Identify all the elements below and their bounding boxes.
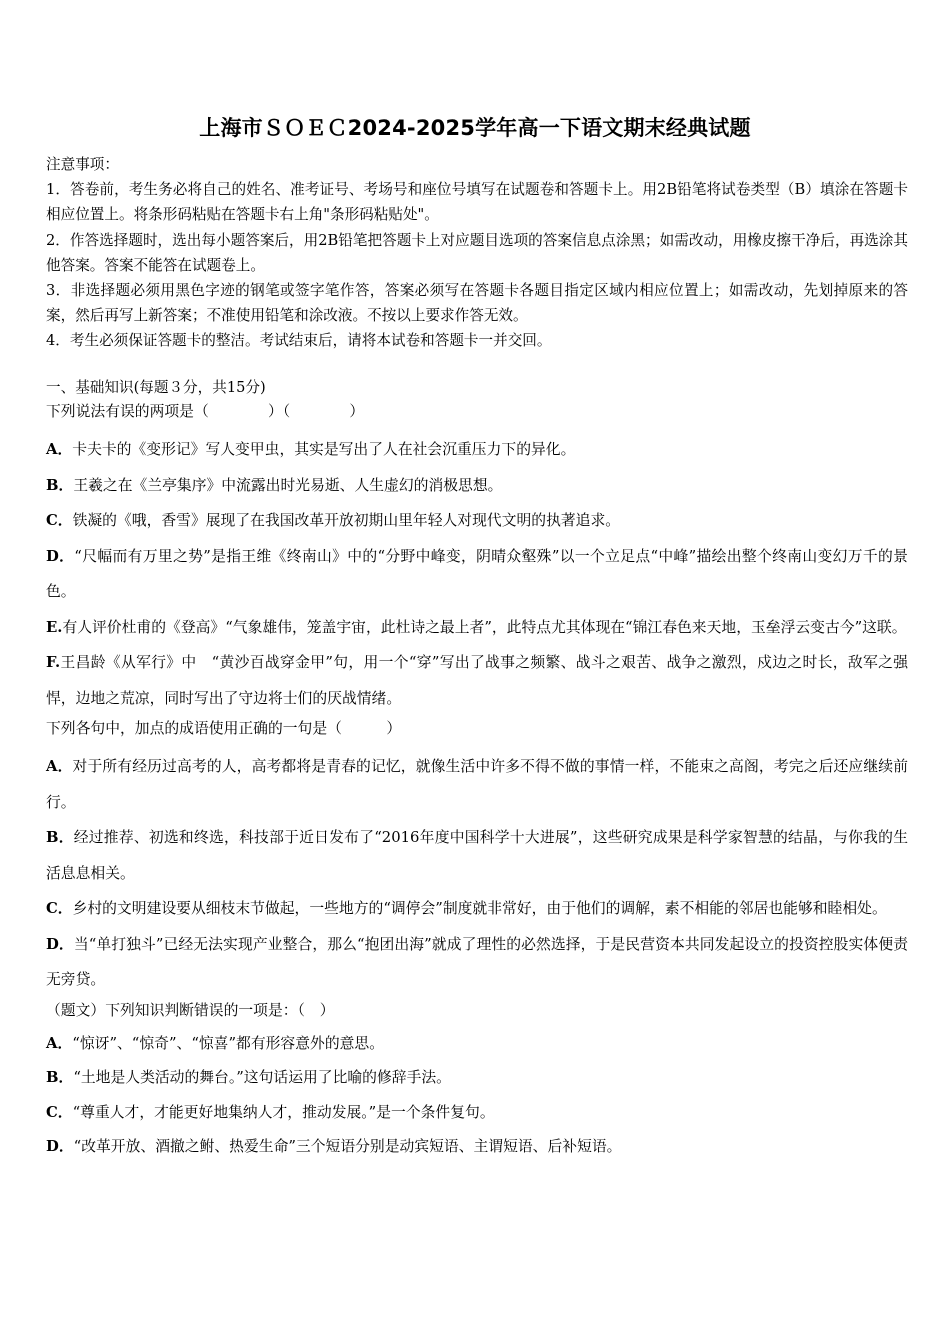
option-item bbox=[46, 503, 908, 539]
option-text: 有人评价杜甫的《登高》“气象雄伟，笼盖宇宙，此杜诗之最上者”，此特点尤其体现在“锦江春色来天地，玉垒浮云变古今”这联。 bbox=[62, 618, 907, 636]
option-text: “尺幅而有万里之势”是指王维《终南山》中的“分野中峰变，阴晴众壑殊”以一个立足点“中峰”描绘出整个终南山变幻万千的景色。 bbox=[46, 547, 908, 600]
option-item bbox=[46, 645, 908, 716]
notice-section bbox=[46, 152, 908, 354]
questions-section bbox=[46, 399, 908, 1169]
notice-item: 4．考生必须保证答题卡的整洁。考试结束后，请将本试卷和答题卡一并交回。 bbox=[46, 332, 552, 350]
option-text: 乡村的文明建设要从细枝末节做起，一些地方的“调停会”制度就非常好，由于他们的调解，素不相能的邻居也能够和睦相处。 bbox=[72, 900, 887, 917]
notice-item: 1．答卷前，考生务必将自己的姓名、准考证号、考场号和座位号填写在试题卷和答题卡上。用2B铅笔将试卷类型（B）填涂在答题卡相应位置上。将条形码粘贴在答题卡右上角"条形码粘贴处"。 bbox=[46, 181, 908, 224]
page-title: 上海市ＳＯＥＣ2024-2025学年高一下语文期末经典试题 bbox=[199, 116, 751, 140]
option-label: B． bbox=[46, 1069, 74, 1086]
question-stem: 下列说法有误的两项是（ ）（ ） bbox=[46, 403, 365, 420]
notice-item: 2．作答选择题时，选出每小题答案后，用2B铅笔把答题卡上对应题目选项的答案信息点涂黑；如需改动，用橡皮擦干净后，再选涂其他答案。答案不能答在试题卷上。 bbox=[46, 231, 908, 274]
option-item bbox=[46, 1100, 908, 1126]
option-label: D． bbox=[46, 935, 74, 953]
option-text: 卡夫卡的《变形记》写人变甲虫，其实是写出了人在社会沉重压力下的异化。 bbox=[72, 441, 576, 458]
notice-item: 3．非选择题必须用黑色字迹的钢笔或签字笔作答，答案必须写在答题卡各题目指定区域内相应位置上；如需改动，先划掉原来的答案，然后再写上新答案；不准使用铅笔和涂改液。不按以上要求作答无效。 bbox=[46, 282, 908, 325]
option-label: D． bbox=[46, 1138, 74, 1155]
section-heading: 一、基础知识(每题３分，共15分) bbox=[46, 379, 266, 396]
option-label: B． bbox=[46, 476, 74, 494]
option-label: A． bbox=[46, 441, 73, 458]
option-item bbox=[46, 539, 908, 610]
option-text: 对于所有经历过高考的人，高考都将是青春的记忆，就像生活中许多不得不做的事情一样，不能束之高阁，考完之后还应继续前行。 bbox=[46, 758, 908, 811]
option-item bbox=[46, 468, 908, 504]
option-text: 铁凝的《哦，香雪》展现了在我国改革开放初期山里年轻人对现代文明的执著追求。 bbox=[72, 512, 621, 529]
option-label: A． bbox=[46, 1034, 73, 1052]
option-label: A． bbox=[46, 758, 73, 775]
option-item bbox=[46, 610, 908, 646]
option-item bbox=[46, 820, 908, 891]
option-label: D． bbox=[46, 547, 75, 565]
notice-heading: 注意事项： bbox=[46, 156, 119, 173]
option-label: F. bbox=[46, 654, 61, 671]
option-label: C． bbox=[46, 512, 73, 529]
option-text: “惊讶”、“惊奇”、“惊喜”都有形容意外的意思。 bbox=[72, 1034, 385, 1052]
option-label: C． bbox=[46, 1103, 73, 1121]
option-item bbox=[46, 432, 908, 468]
question-stem: （题文）下列知识判断错误的一项是：（ ） bbox=[46, 1001, 335, 1019]
option-item bbox=[46, 749, 908, 820]
option-text: “尊重人才，才能更好地集纳人才，推动发展。”是一个条件复句。 bbox=[72, 1103, 495, 1121]
option-label: E. bbox=[46, 618, 63, 636]
option-item bbox=[46, 1065, 908, 1091]
option-text: 王羲之在《兰亭集序》中流露出时光易逝、人生虚幻的消极思想。 bbox=[73, 476, 503, 494]
option-item bbox=[46, 927, 908, 998]
option-text: 经过推荐、初选和终选，科技部于近日发布了“2016年度中国科学十大进展”，这些研究成果是科学家智慧的结晶，与你我的生活息息相关。 bbox=[46, 829, 908, 882]
option-text: “土地是人类活动的舞台。”这句话运用了比喻的修辞手法。 bbox=[73, 1069, 451, 1086]
option-text: “改革开放、酒撤之鲋、热爱生命”三个短语分别是动宾短语、主谓短语、后补短语。 bbox=[73, 1138, 622, 1155]
option-text: 王昌龄《从军行》中 “黄沙百战穿金甲”句，用一个“穿”写出了战事之频繁、战斗之艰苦、战争之激烈，戍边之时长，敌军之强悍，边地之荒凉，同时写出了守边将士们的厌战情绪。 bbox=[46, 654, 908, 707]
option-item bbox=[46, 1134, 908, 1160]
option-label: C． bbox=[46, 900, 73, 917]
option-label: B． bbox=[46, 829, 74, 846]
option-item bbox=[46, 1031, 908, 1057]
option-item bbox=[46, 891, 908, 927]
question-stem: 下列各句中，加点的成语使用正确的一句是（ ） bbox=[46, 720, 402, 737]
option-text: 当“单打独斗”已经无法实现产业整合，那么“抱团出海”就成了理性的必然选择，于是民营资本共同发起设立的投资控股实体便责无旁贷。 bbox=[46, 935, 908, 988]
